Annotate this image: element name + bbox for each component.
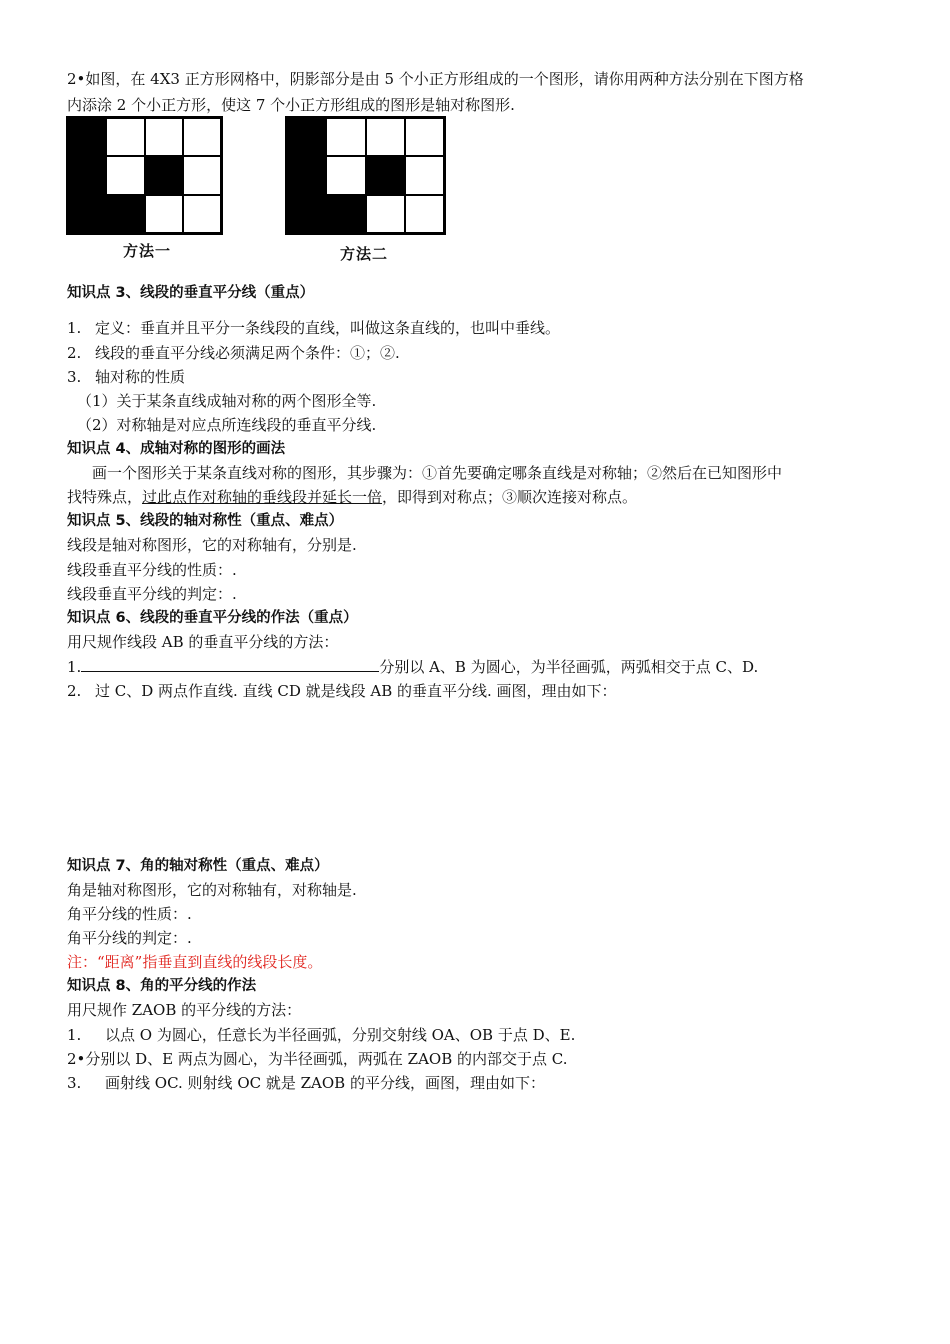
figure-caption-method-2: 方法二 [340, 245, 389, 263]
k6-step-1 [67, 657, 758, 677]
k6-step-2 [67, 681, 617, 701]
grid-cell [145, 195, 183, 233]
section-title-k7: 知识点 7、角的轴对称性（重点、难点） [67, 858, 329, 874]
problem-line-1: 2•如图，在 4X3 正方形网格中，阴影部分是由 5 个小正方形组成的一个图形，请你用两种方法分别在下图方格 [67, 70, 804, 88]
k6-step-1-text: 分别以 A、B 为圆心，为半径画弧，两弧相交于点 C、D. [379, 658, 759, 676]
k6-intro: 用尺规作线段 AB 的垂直平分线的方法： [67, 633, 339, 651]
grid-cell-shaded [68, 118, 106, 156]
grid-figure-method-1 [66, 116, 223, 235]
k3-item-2-num: 2. [67, 344, 82, 362]
section-title-k3: 知识点 3、线段的垂直平分线（重点） [67, 285, 315, 301]
grid-cell-shaded [287, 118, 326, 156]
k7-note: 注：“距离”指垂直到直线的线段长度。 [67, 953, 323, 971]
k8-step-1-text: 以点 O 为圆心，任意长为半径画弧，分别交射线 OA、OB 于点 D、E. [105, 1026, 576, 1044]
k3-item-2-text: 线段的垂直平分线必须满足两个条件：①；②. [95, 344, 400, 362]
fill-in-blank [81, 657, 379, 672]
grid-cell-shaded [287, 195, 326, 233]
k3-item-3 [67, 367, 185, 387]
problem-line-2: 内添涂 2 个小正方形，使这 7 个小正方形组成的图形是轴对称图形. [67, 96, 515, 114]
grid-cell [145, 118, 183, 156]
k8-step-3-num: 3. [67, 1074, 82, 1092]
grid-figure-method-2 [285, 116, 446, 235]
k4-para-line-2 [67, 487, 637, 507]
grid-cell [405, 156, 444, 194]
grid-cell [326, 156, 365, 194]
k3-item-1-text: 定义：垂直并且平分一条线段的直线，叫做这条直线的，也叫中垂线。 [95, 319, 561, 337]
grid-cell [183, 195, 221, 233]
k7-line-3: 角平分线的判定：. [67, 929, 192, 947]
k3-sub-2: （2）对称轴是对应点所连线段的垂直平分线. [77, 416, 377, 434]
section-title-k4: 知识点 4、成轴对称的图形的画法 [67, 441, 286, 457]
grid-cell [366, 118, 405, 156]
k8-step-2: 2•分别以 D、E 两点为圆心，为半径画弧，两弧在 ZAOB 的内部交于点 C. [67, 1050, 568, 1068]
section-title-k8: 知识点 8、角的平分线的作法 [67, 978, 257, 994]
k3-item-1-num: 1. [67, 319, 82, 337]
k3-item-3-num: 3. [67, 368, 82, 386]
k4-underlined-phrase: 过此点作对称轴的垂线段并延长一倍 [142, 488, 383, 506]
k4-para-2b: ，即得到对称点；③顺次连接对称点。 [382, 488, 638, 506]
k7-line-2: 角平分线的性质：. [67, 905, 192, 923]
grid-cell [106, 156, 144, 194]
k4-para-line-1: 画一个图形关于某条直线对称的图形，其步骤为：①首先要确定哪条直线是对称轴；②然后在已知图形中 [92, 464, 783, 482]
grid-cell-shaded [68, 195, 106, 233]
k8-step-3-text: 画射线 OC. 则射线 OC 就是 ZAOB 的平分线，画图，理由如下： [105, 1074, 545, 1092]
grid-cell-shaded [145, 156, 183, 194]
k7-line-1: 角是轴对称图形，它的对称轴有，对称轴是. [67, 881, 357, 899]
k8-step-1 [67, 1025, 575, 1045]
grid-cell [366, 195, 405, 233]
grid-cell [405, 118, 444, 156]
section-title-k6: 知识点 6、线段的垂直平分线的作法（重点） [67, 610, 358, 626]
k4-para-2a: 找特殊点， [67, 488, 143, 506]
k3-item-3-text: 轴对称的性质 [95, 368, 186, 386]
k3-item-1 [67, 318, 560, 338]
k6-step-2-text: 过 C、D 两点作直线. 直线 CD 就是线段 AB 的垂直平分线. 画图，理由如下： [95, 682, 617, 700]
k8-step-1-num: 1. [67, 1026, 82, 1044]
grid-cell-shaded [366, 156, 405, 194]
grid-cell [326, 118, 365, 156]
k5-line-1: 线段是轴对称图形，它的对称轴有，分别是. [67, 536, 357, 554]
grid-cell [405, 195, 444, 233]
section-title-k5: 知识点 5、线段的轴对称性（重点、难点） [67, 513, 344, 529]
k8-intro: 用尺规作 ZAOB 的平分线的方法： [67, 1001, 302, 1019]
figure-caption-method-1: 方法一 [123, 242, 172, 260]
grid-cell [183, 156, 221, 194]
k6-step-1-num: 1. [67, 658, 82, 676]
grid-cell-shaded [68, 156, 106, 194]
k6-step-2-num: 2. [67, 682, 82, 700]
k8-step-3 [67, 1073, 545, 1093]
grid-cell-shaded [326, 195, 365, 233]
k3-item-2 [67, 343, 400, 363]
grid-cell [106, 118, 144, 156]
k5-line-2: 线段垂直平分线的性质：. [67, 561, 237, 579]
k5-line-3: 线段垂直平分线的判定：. [67, 585, 237, 603]
grid-cell-shaded [287, 156, 326, 194]
k3-sub-1: （1）关于某条直线成轴对称的两个图形全等. [77, 392, 377, 410]
grid-cell-shaded [106, 195, 144, 233]
grid-cell [183, 118, 221, 156]
